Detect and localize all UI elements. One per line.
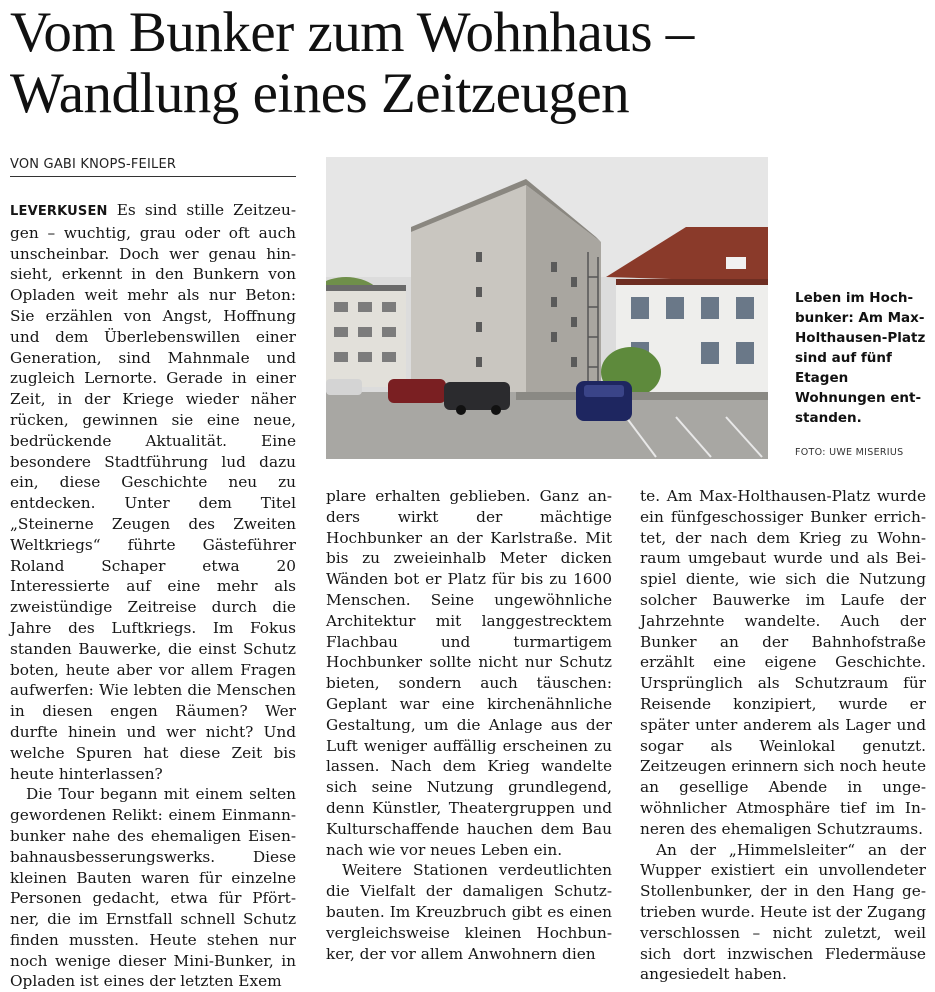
paragraph: Weitere Stationen verdeutlichten die Vielfalt der damaligen Schutzbauten. Im Kreuzbruch gibt es einen vergleichsweise kleinen Hochbunker, der vor allem Anwohnern dien [326, 861, 612, 963]
article-photo [326, 157, 768, 459]
bunker-photo-illustration [326, 157, 768, 459]
headline-line-2: Wandlung eines Zeitzeugen [10, 62, 630, 125]
paragraph: te. Am Max-Holthausen-Platz wurde ein fünfgeschossiger Bunker errichtet, der nach dem Krieg zu Wohnraum umgebaut wurde und als Beispiel diente, wie sich die Nutzung solcher Bauwerke im Laufe der Jahrzehnte wandelte. Auch der Bunker an der Bahnhofstraße erzählt eine eigene Geschichte. Ursprünglich als Schutzraum für Reisende konzipiert, wurde er später unter anderem als Lager und sogar als Weinlokal genutzt. Zeitzeugen erinnern sich noch heute an gesellige Abende in ungewöhnlicher Atmosphäre tief im Inneren des ehemaligen Schutzraums. [640, 487, 926, 838]
paragraph: Die Tour begann mit einem selten gewordenen Relikt: einem Einmannbunker nahe des ehemaligen Eisenbahnausbesserungswerks. Diese kleinen Bauten waren für einzelne Personen gedacht, etwa für Pförtner, die im Ernstfall schnell Schutz finden mussten. Heute stehen nur noch wenige dieser Mini-Bunker, in Opladen ist eines der letzten Exem [10, 785, 296, 991]
paragraph [10, 200, 296, 784]
article-column-3 [640, 486, 926, 985]
paragraph: An der „Himmelsleiter“ an der Wupper existiert ein unvollendeter Stollenbunker, der in den Hang getrieben wurde. Heute ist der Zugang verschlossen – nicht zuletzt, weil sich dort inzwischen Fledermäuse angesiedelt haben. [640, 840, 926, 984]
photo-caption: Leben im Hochbunker: Am Max-Holthausen-Platz sind auf fünf Etagen Wohnungen entstanden. [795, 290, 926, 426]
photo-credit: FOTO: UWE MISERIUS [795, 447, 904, 458]
headline-line-1: Vom Bunker zum Wohnhaus – [10, 1, 694, 64]
dateline: LEVERKUSEN [10, 204, 108, 219]
byline: VON GABI KNOPS-FEILER [10, 156, 296, 177]
article-column-1 [10, 200, 296, 992]
headline [10, 2, 930, 124]
paragraph-text: Es sind stille Zeitzeugen – wuchtig, grau oder oft auch unscheinbar. Doch wer genau hinsieht, erkennt in den Bunkern von Opladen weit mehr als nur Beton: Sie erzählen von Angst, Hoffnung und dem Überlebenswillen einer Generation, sind Mahnmale und zugleich Lernorte. Gerade in einer Zeit, in der Kriege wieder näher rücken, gewinnen sie eine neue, bedrückende Aktualität. Eine besondere Stadtführung lud dazu ein, diese Geschichte neu zu entdecken. Unter dem Titel „Steinerne Zeugen des Zweiten Weltkriegs“ führte Gästeführer Roland Schaper etwa 20 Interessierte auf eine mehr als zweistündige Zeitreise durch die Jahre des Luftkriegs. Im Fokus standen Bauwerke, die einst Schutz boten, heute aber vor allem Fragen aufwerfen: Wie lebten die Menschen in diesen engen Räumen? Wer durfte hinein und wer nicht? Und welche Spuren hat diese Zeit bis heute hinterlassen? [10, 201, 296, 783]
paragraph: plare erhalten geblieben. Ganz anders wirkt der mächtige Hochbunker an der Karlstraße. Mit bis zu zweieinhalb Meter dicken Wänden bot er Platz für bis zu 1600 Menschen. Seine ungewöhnliche Architektur mit langgestrecktem Flachbau und turmartigem Hochbunker sollte nicht nur Schutz bieten, sondern auch täuschen: Geplant war eine kirchenähnliche Gestaltung, um die Anlage aus der Luft weniger auffällig erscheinen zu lassen. Nach dem Krieg wandelte sich seine Nutzung grundlegend, denn Künstler, Theatergruppen und Kulturschaffende hauchen dem Bau nach wie vor neues Leben ein. [326, 487, 612, 859]
article-column-2 [326, 486, 612, 964]
